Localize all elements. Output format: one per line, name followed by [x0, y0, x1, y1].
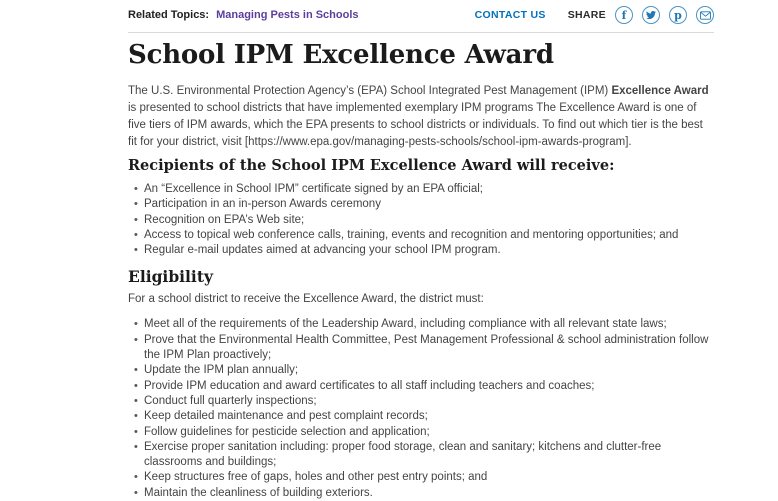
related-topics: [128, 9, 359, 22]
list-item: • Maintain the cleanliness of building exteriors.: [144, 486, 714, 501]
twitter-icon: [646, 10, 656, 20]
share-label: SHARE: [567, 8, 606, 21]
recipients-list: [128, 182, 714, 258]
list-item: • Exercise proper sanitation including: proper food storage, clean and sanitary; kitchens and clutter-free classrooms and buildings;: [144, 440, 714, 471]
eligibility-list: [128, 317, 714, 501]
eligibility-intro: For a school district to receive the Excellence Award, the district must:: [128, 293, 484, 306]
pinterest-share-button[interactable]: [669, 6, 687, 24]
recipients-heading: Recipients of the School IPM Excellence Award will receive:: [128, 157, 615, 174]
list-item: • Regular e-mail updates aimed at advancing your school IPM program.: [144, 243, 714, 258]
intro-text-bold: Excellence Award: [611, 85, 709, 97]
list-item: • Prove that the Environmental Health Committee, Pest Management Professional & school administration follow the IPM Plan proactively;: [144, 333, 714, 364]
list-item: • An “Excellence in School IPM” certificate signed by an EPA official;: [144, 182, 714, 197]
list-item: • Meet all of the requirements of the Leadership Award, including compliance with all relevant state laws;: [144, 317, 714, 332]
contact-us-link[interactable]: CONTACT US: [474, 8, 546, 21]
eligibility-heading: Eligibility: [128, 267, 213, 287]
page-title: School IPM Excellence Award: [128, 40, 554, 70]
share-icons: [615, 6, 714, 24]
related-topics-link[interactable]: Managing Pests in Schools: [216, 8, 359, 21]
email-share-button[interactable]: [696, 6, 714, 24]
list-item: • Recognition on EPA’s Web site;: [144, 213, 714, 228]
facebook-share-button[interactable]: [615, 6, 633, 24]
list-item: • Access to topical web conference calls, training, events and recognition and mentoring opportunities; and: [144, 228, 714, 243]
divider: [128, 32, 714, 33]
list-item: • Participation in an in-person Awards ceremony: [144, 197, 714, 212]
main-content: [128, 0, 714, 501]
list-item: • Keep detailed maintenance and pest complaint records;: [144, 409, 714, 424]
related-topics-label: Related Topics:: [128, 8, 210, 21]
twitter-share-button[interactable]: [642, 6, 660, 24]
list-item: • Conduct full quarterly inspections;: [144, 394, 714, 409]
intro-paragraph: [128, 83, 714, 151]
topbar: [128, 6, 714, 24]
facebook-icon: f: [621, 8, 627, 22]
list-item: • Keep structures free of gaps, holes and other pest entry points; and: [144, 470, 714, 485]
email-icon: [700, 11, 711, 20]
pinterest-icon: p: [674, 8, 682, 22]
topbar-actions: [475, 6, 714, 24]
intro-text-post: is presented to school districts that have implemented exemplary IPM programs The Excellence Award is one of five tiers of IPM awards, which the EPA presents to school districts or individuals. To find out which tier is the best fit for your district, visit [https://www.epa.gov/managing-pests-schools/school-ipm-awards-program].: [128, 102, 703, 148]
intro-text-pre: The U.S. Environmental Protection Agency’s (EPA) School Integrated Pest Management (IPM): [128, 85, 612, 97]
list-item: • Follow guidelines for pesticide selection and application;: [144, 425, 714, 440]
list-item: • Provide IPM education and award certificates to all staff including teachers and coaches;: [144, 379, 714, 394]
list-item: • Update the IPM plan annually;: [144, 363, 714, 378]
